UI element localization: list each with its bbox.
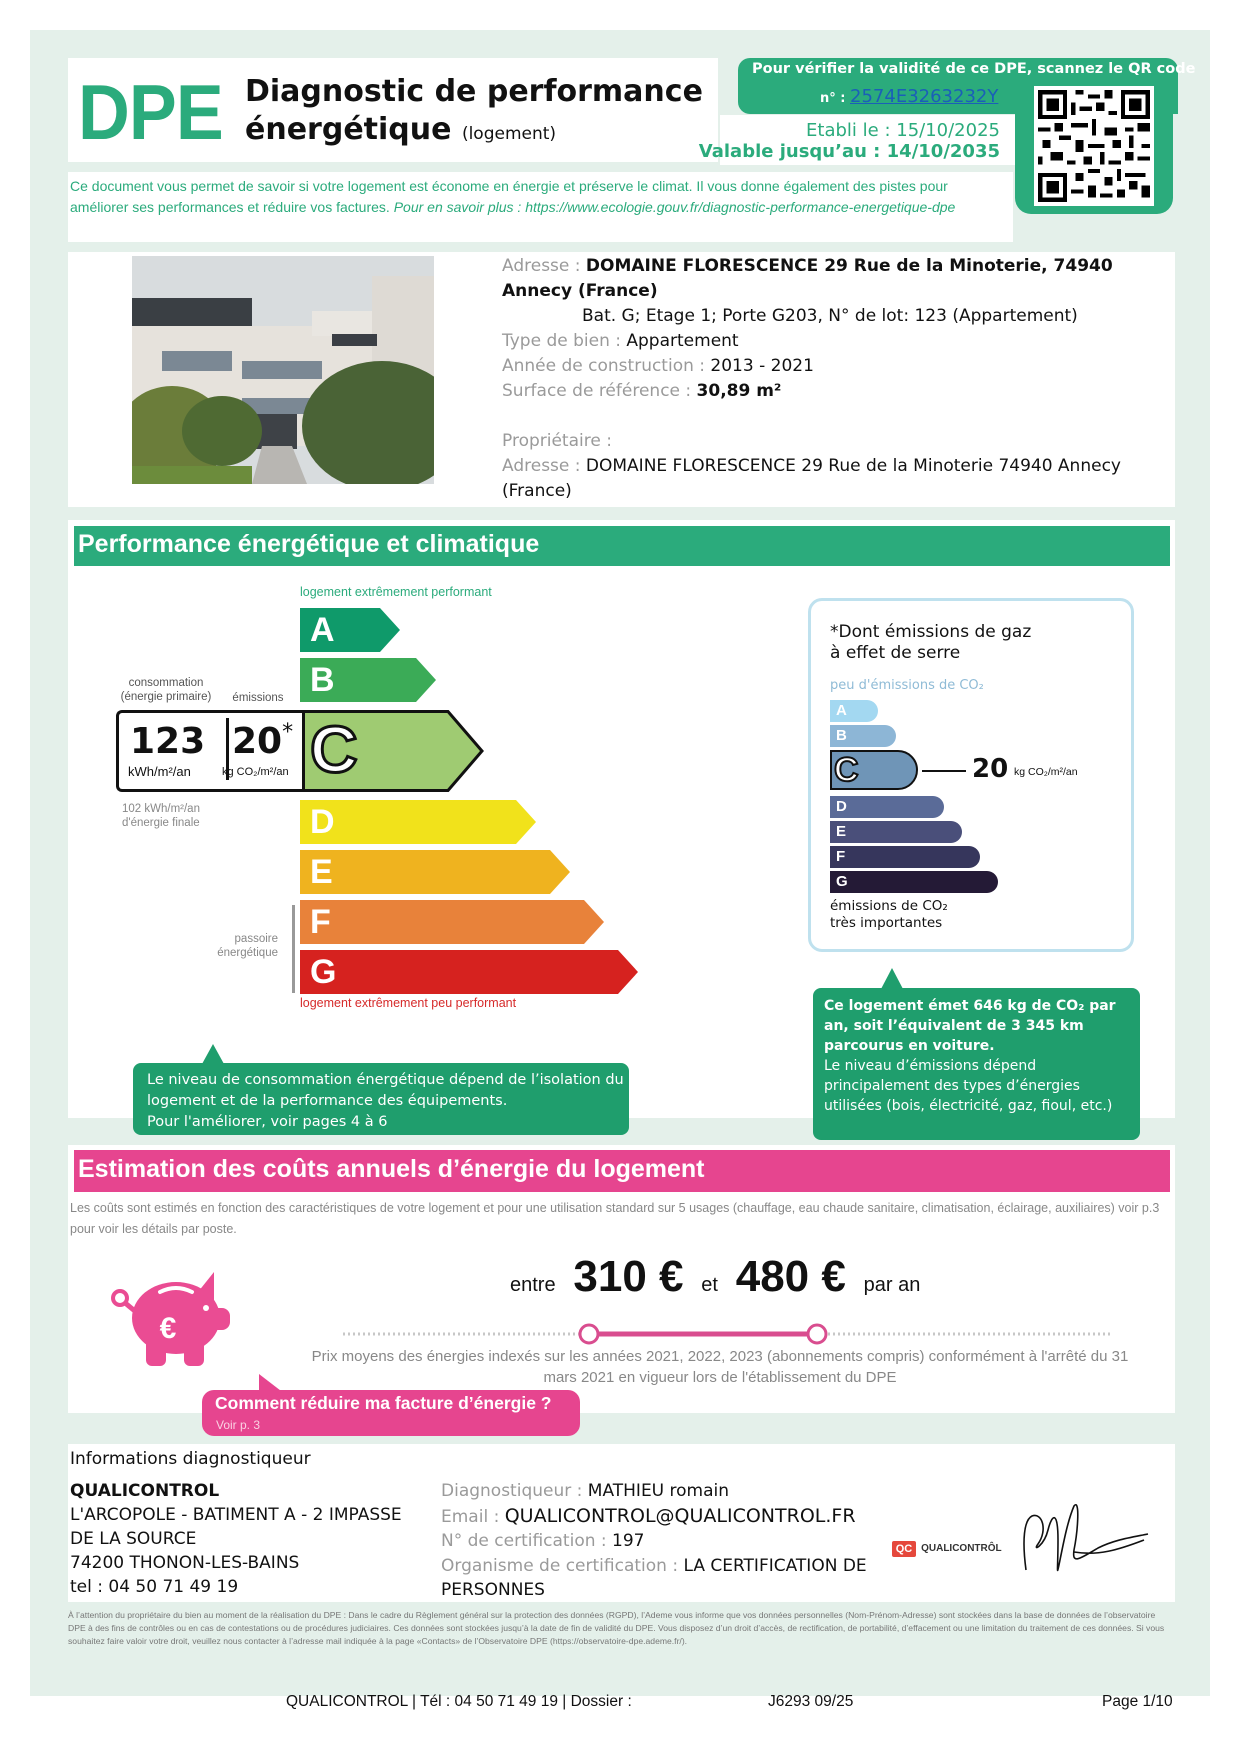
ghg-class-d: D xyxy=(830,796,944,818)
property-photo xyxy=(132,256,434,484)
type-row: Type de bien : Appartement xyxy=(502,331,739,351)
diagnostician-company: QUALICONTROL L'ARCOPOLE - BATIMENT A - 2 IMPASSE DE LA SOURCE 74200 THONON-LES-BAINS tel : 04 50 71 49 19 xyxy=(70,1481,402,1597)
ghg-class-a: A xyxy=(830,700,878,722)
qualicontrol-logo: QC QUALICONTRÔL xyxy=(892,1538,1002,1557)
energy-top-note: logement extrêmement performant xyxy=(300,585,492,599)
diagnostician-heading: Informations diagnostiqueur xyxy=(70,1449,311,1469)
energy-class-e: E xyxy=(300,850,570,894)
title-qualifier: (logement) xyxy=(461,124,557,144)
reduce-bill-title: Comment réduire ma facture d’énergie ? xyxy=(215,1393,552,1413)
passoire-note: passoire énergétique xyxy=(217,933,278,959)
ghg-class-e: E xyxy=(830,821,962,843)
consumption-unit: kWh/m²/an xyxy=(128,764,191,779)
energy-rating-letter: C xyxy=(310,712,358,786)
energy-class-g: G xyxy=(300,950,638,994)
dpe-number-link[interactable]: 2574E3263232Y xyxy=(850,86,999,107)
property-info xyxy=(502,254,1172,504)
rgpd-notice: À l’attention du propriétaire du bien au moment de la réalisation du DPE : Dans le cadre du Règlement général sur la protection des données (RGPD), l’Ademe vous informe que vos données personnelles (Nom-Prénom-Adresse) sont stockées dans la base de données de l’observatoire DPE à des fins de contrôles ou en cas de contestations ou de procédures judiciaires. Ces données sont stockées jusqu’à la date de fin de validité du DPE. Vous disposez d’un droit d’accès, de rectification, de portabilité, d’effacement ou une limitation du traitement de ces données. Si vous souhaitez faire valoir votre droit, veuillez nous contacter à l’adresse mail indiquée à la page «Contacts» de l’Observatoire DPE (https://observatoire-dpe.ademe.fr/). xyxy=(68,1610,1165,1646)
owner-label: Propriétaire : xyxy=(502,431,612,451)
more-info-link[interactable]: Pour en savoir plus : https://www.ecologie.gouv.fr/diagnostic-performance-energetique-dpe xyxy=(393,199,956,215)
consumption-info-text: Le niveau de consommation énergétique dépend de l’isolation du logement et de la performance des équipements. Pour l'améliorer, voir pages 4 à 6 xyxy=(147,1072,624,1130)
passoire-bracket xyxy=(292,905,295,993)
footer-company: QUALICONTROL | Tél : 04 50 71 49 19 | Dossier : xyxy=(286,1693,632,1710)
energy-class-b: B xyxy=(300,658,436,702)
emissions-value: 20* xyxy=(232,720,294,762)
qr-banner-text: Pour vérifier la validité de ce DPE, scannez le QR code xyxy=(752,61,1196,77)
cost-max: 480 € xyxy=(735,1252,846,1301)
energy-class-f: F xyxy=(300,900,604,944)
bubble-right-pointer xyxy=(881,968,903,989)
diagnostician-email[interactable]: QUALICONTROL@QUALICONTROL.FR xyxy=(504,1504,856,1527)
consumption-label: consommation (énergie primaire) xyxy=(120,677,212,703)
surface-row: Surface de référence : 30,89 m² xyxy=(502,381,782,401)
ghg-class-g: G xyxy=(830,871,998,893)
piggy-bank-icon xyxy=(110,1262,232,1370)
cost-range: entre 310 € et 480 € par an xyxy=(510,1252,921,1301)
valid-until-date: Valable jusqu’au : 14/10/2035 xyxy=(698,141,1000,162)
emissions-unit: kg CO₂/m²/an xyxy=(222,766,289,778)
ghg-bottom-note: émissions de CO₂ très importantes xyxy=(830,898,948,931)
ghg-title: *Dont émissions de gaz à effet de serre xyxy=(830,622,1032,663)
cost-min: 310 € xyxy=(573,1252,684,1301)
address-detail: Bat. G; Etage 1; Porte G203, N° de lot: 123 (Appartement) xyxy=(582,306,1078,326)
address-row: Adresse : DOMAINE FLORESCENCE 29 Rue de la Minoterie, 74940 Annecy (France) xyxy=(502,256,1113,301)
footer-dossier: J6293 09/25 xyxy=(768,1693,854,1710)
consumption-value: 123 xyxy=(130,721,206,762)
dpe-logo: DPE xyxy=(78,68,223,156)
page-title-line1: Diagnostic de performance xyxy=(245,74,703,109)
qr-code[interactable] xyxy=(1034,86,1154,206)
footer-page-number: Page 1/10 xyxy=(1102,1693,1173,1710)
ghg-unit: kg CO₂/m²/an xyxy=(1014,766,1078,778)
performance-title: Performance énergétique et climatique xyxy=(78,530,540,558)
emissions-info-text: Ce logement émet 646 kg de CO₂ par an, soit l’équivalent de 3 345 km parcourus en voiture. Le niveau d’émissions dépend principalement des types d’énergies utilisées (bois, électricité, gaz, fioul, etc.) xyxy=(824,998,1116,1114)
year-row: Année de construction : 2013 - 2021 xyxy=(502,356,814,376)
established-date: Etabli le : 15/10/2025 xyxy=(806,120,1000,141)
intro-text: Ce document vous permet de savoir si votre logement est économe en énergie et préserve le climat. Il vous donne également des pistes pour améliorer ses performances et réduire vos factures. Pour en savoir plus : https://www.ecologie.gouv.fr/diagnostic-performance-energetique-dpe xyxy=(70,178,956,215)
price-note: Prix moyens des énergies indexés sur les années 2021, 2022, 2023 (abonnements compris) conformément à l'arrêté du 31 mars 2021 en vigueur lors de l'établissement du DPE xyxy=(311,1348,1129,1386)
energy-class-a: A xyxy=(300,608,400,652)
diagnostician-details: Diagnostiqueur : MATHIEU romain Email : QUALICONTROL@QUALICONTROL.FR N° de certification : 197 Organisme de certification : LA CERTIFICATION DE PERSONNES xyxy=(441,1481,867,1600)
final-energy-note: 102 kWh/m²/an d'énergie finale xyxy=(122,803,200,829)
ghg-pointer-line xyxy=(922,770,966,772)
ghg-class-f: F xyxy=(830,846,980,868)
dpe-number-row: n° : 2574E3263232Y xyxy=(820,86,999,107)
reduce-bill-page-ref: Voir p. 3 xyxy=(216,1418,261,1432)
costs-description: Les coûts sont estimés en fonction des caractéristiques de votre logement et pour une utilisation standard sur 5 usages (chauffage, eau chaude sanitaire, climatisation, éclairage, auxiliaires) voir p.3 pour voir les détails par poste. xyxy=(70,1201,1160,1236)
energy-class-d: D xyxy=(300,800,536,844)
bubble-left-pointer xyxy=(202,1044,224,1064)
ghg-class-b: B xyxy=(830,725,896,747)
owner-address-row: Adresse : DOMAINE FLORESCENCE 29 Rue de la Minoterie 74940 Annecy (France) xyxy=(502,456,1121,501)
ghg-rating-letter: C xyxy=(834,751,859,789)
ghg-value: 20 xyxy=(972,754,1009,784)
svg-text:€: € xyxy=(159,1312,177,1345)
page-title-line2: énergétique (logement) xyxy=(245,112,557,147)
emissions-label: émissions xyxy=(232,692,284,704)
energy-bottom-note: logement extrêmement peu performant xyxy=(300,996,517,1010)
ghg-top-note: peu d'émissions de CO₂ xyxy=(830,678,984,693)
costs-title: Estimation des coûts annuels d’énergie du logement xyxy=(78,1155,705,1183)
signature xyxy=(1018,1500,1158,1590)
